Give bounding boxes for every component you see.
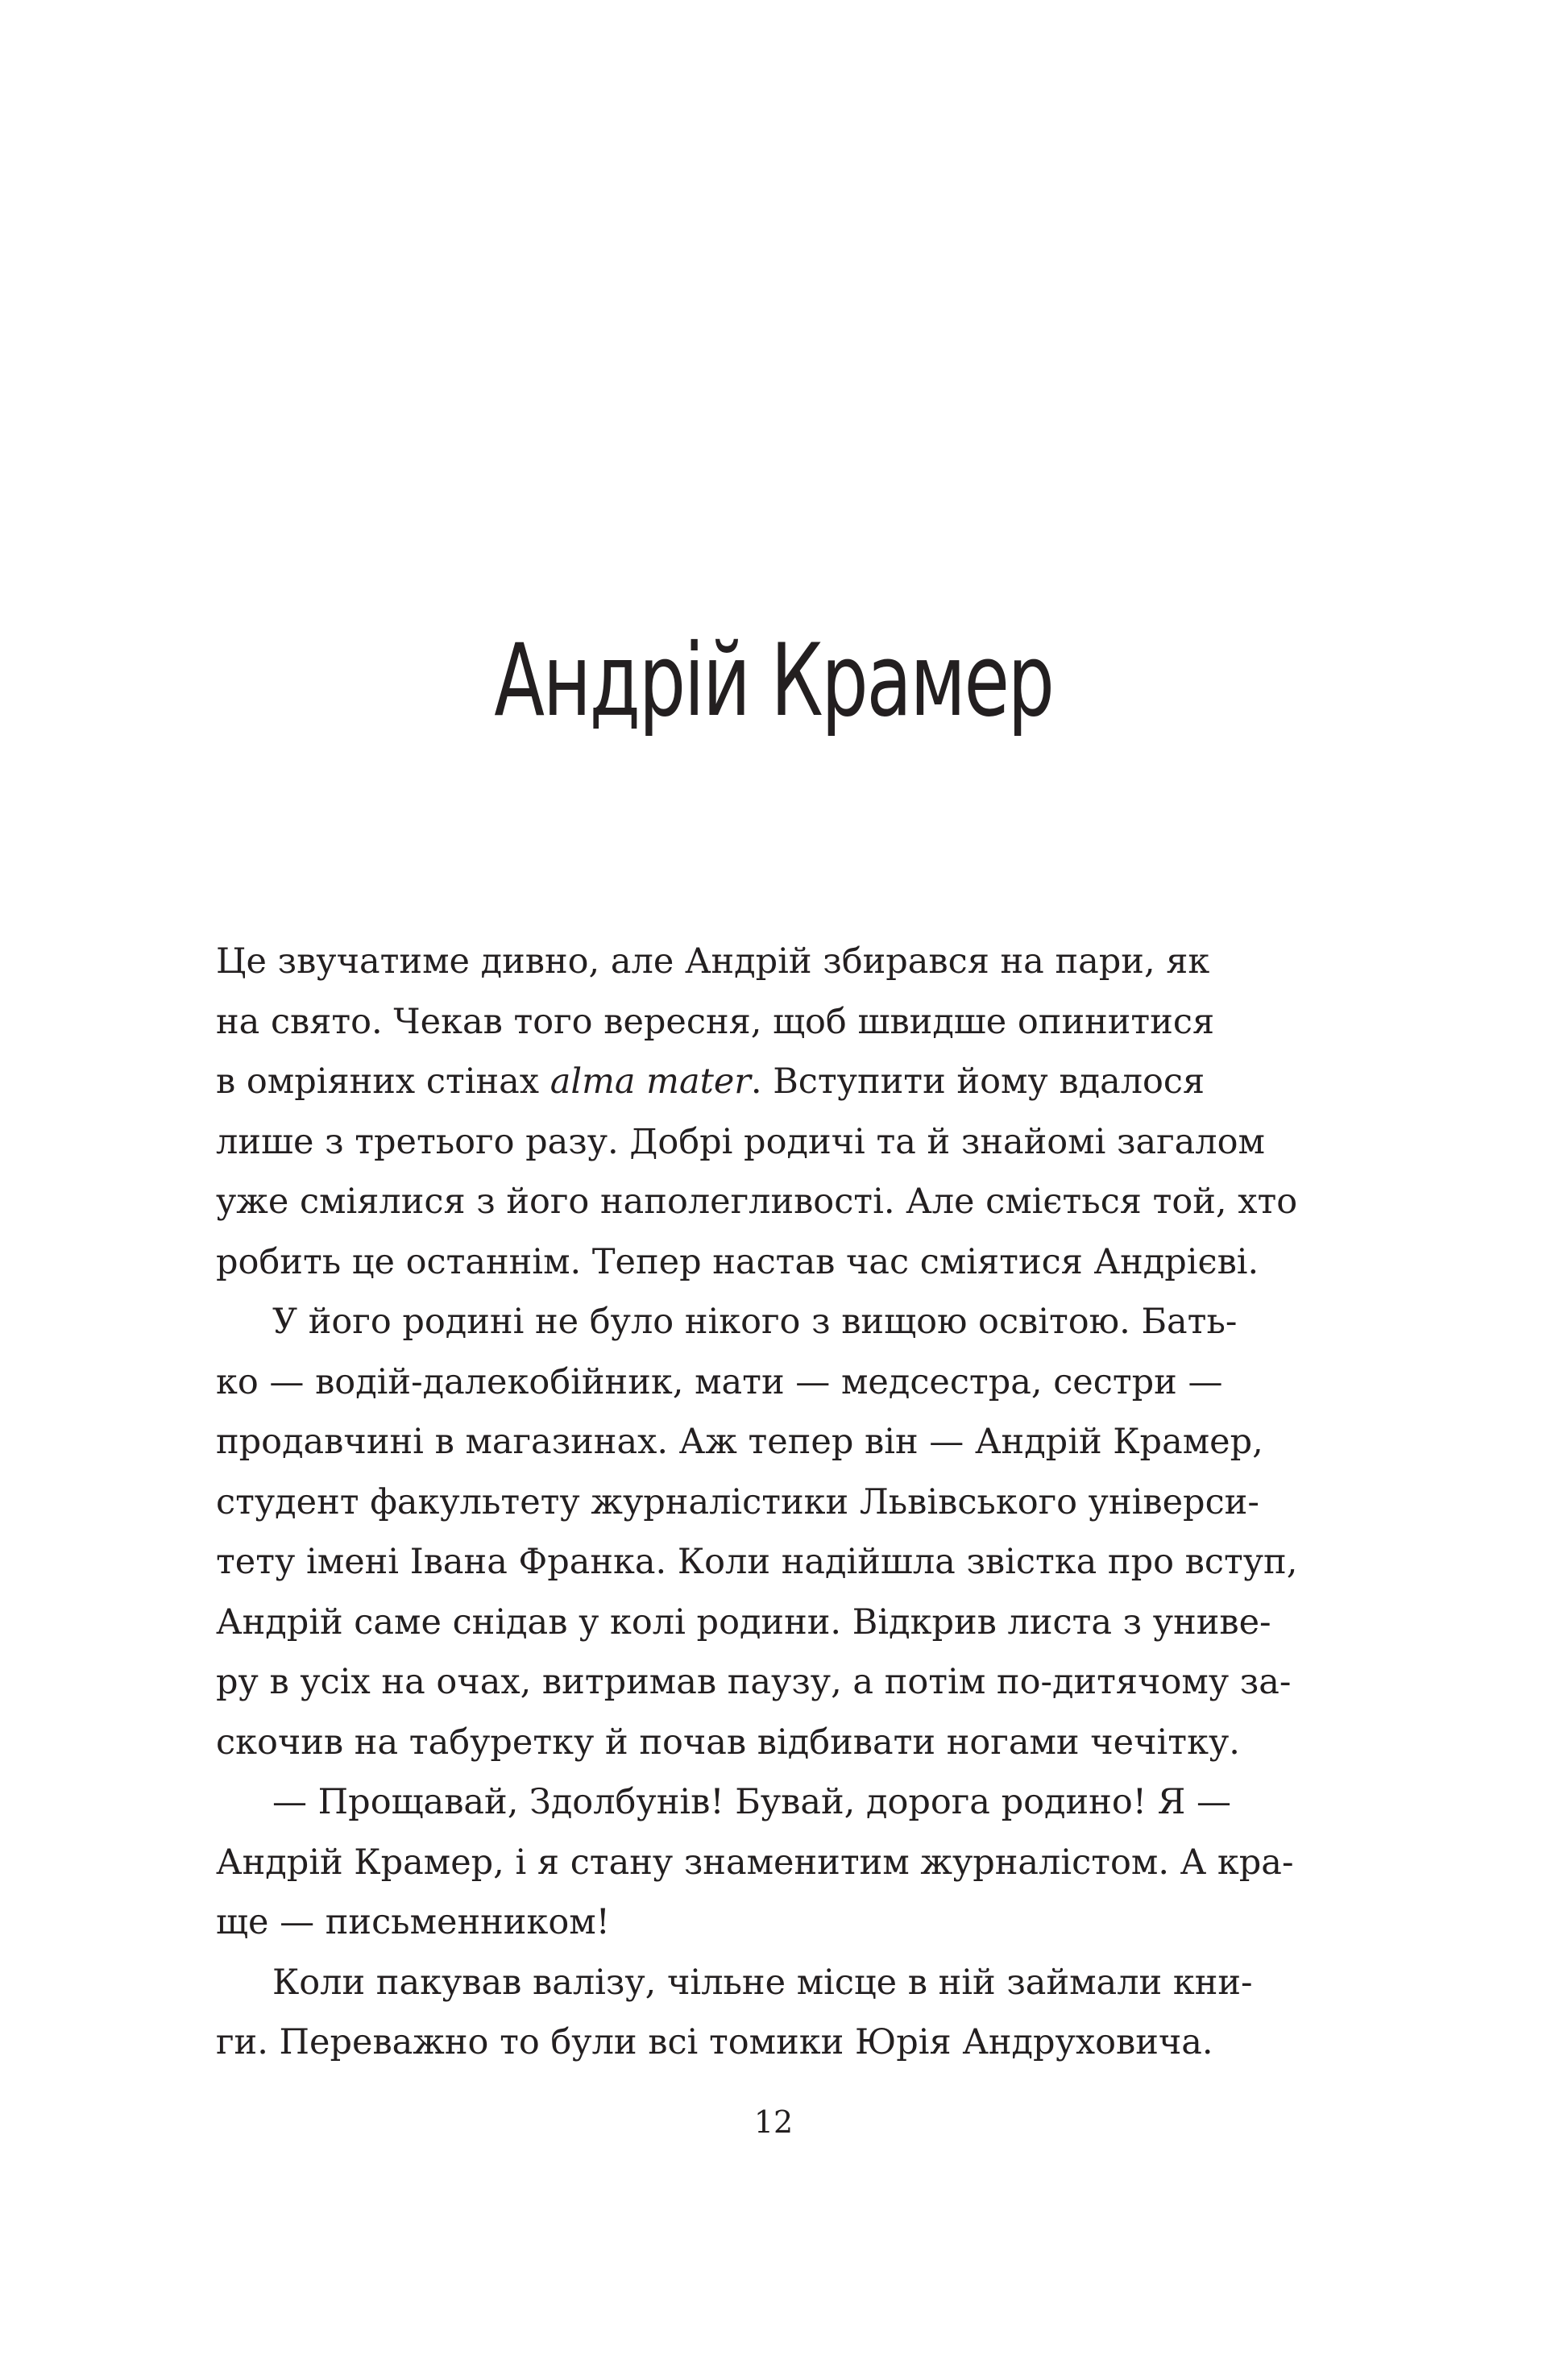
text-segment: в омріяних стінах [216, 1061, 550, 1102]
text-line: Це звучатиме дивно, але Андрій збирався на пари, як [216, 941, 1210, 982]
text-line: продавчині в магазинах. Аж тепер він — Андрій Крамер, [216, 1422, 1263, 1462]
text-line: ру в усіх на очах, витримав паузу, а потім по-дитячому за- [216, 1662, 1292, 1702]
body-text [216, 932, 1341, 2073]
text-line: ги. Переважно то були всі томики Юрія Андруховича. [216, 2022, 1213, 2062]
text-line: студент факультету журналістики Львівського універси- [216, 1481, 1259, 1522]
text-line: ще — письменником! [216, 1902, 610, 1942]
chapter-title: Андрій Крамер [494, 623, 1053, 739]
text-line: уже сміялися з його наполегливості. Але сміється той, хто [216, 1182, 1298, 1222]
text-line: Коли пакував валізу, чільне місце в ній займали кни- [272, 1962, 1253, 2003]
text-line: скочив на табуретку й почав відбивати ногами чечітку. [216, 1722, 1240, 1763]
text-line [216, 1052, 1341, 1112]
text-line: робить це останнім. Тепер настав час сміятися Андрієві. [216, 1241, 1259, 1282]
text-line: на свято. Чекав того вересня, щоб швидше опинитися [216, 1001, 1215, 1042]
text-line: Андрій Крамер, і я стану знаменитим журналістом. А кра- [216, 1842, 1294, 1883]
page-number: 12 [753, 2104, 794, 2140]
italic-phrase: alma mater [550, 1061, 751, 1102]
text-line: У його родині не було нікого з вищою освітою. Бать- [272, 1302, 1238, 1342]
text-line: Андрій саме снідав у колі родини. Відкрив листа з униве- [216, 1601, 1271, 1643]
text-line: — Прощавай, Здолбунів! Бувай, дорога родино! Я — [272, 1782, 1232, 1822]
text-line: ко — водій-далекобійник, мати — медсестра, сестри — [216, 1361, 1223, 1402]
text-line: лише з третього разу. Добрі родичі та й знайомі загалом [216, 1121, 1265, 1162]
text-line: тету імені Івана Франка. Коли надійшла звістка про вступ, [216, 1542, 1298, 1582]
text-segment: . Вступити йому вдалося [750, 1061, 1205, 1102]
